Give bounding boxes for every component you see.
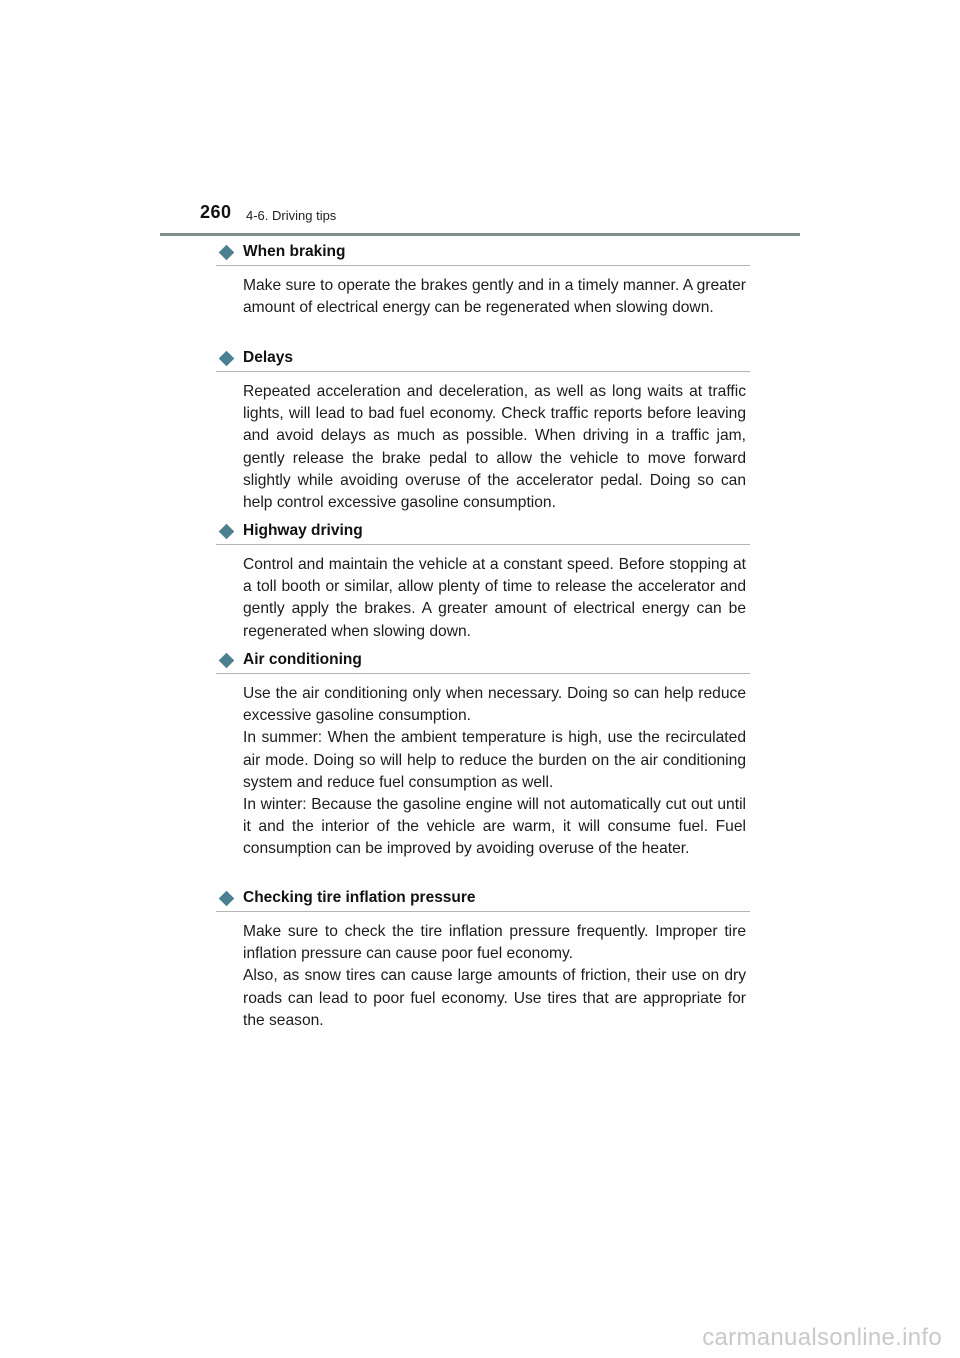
section-body <box>243 921 746 1032</box>
body-paragraph: Repeated acceleration and deceleration, as well as long waits at traffic lights, will lead to bad fuel economy. Check traffic reports before leaving and avoid delays as much as possible. When driving in a traffic jam, gently release the brake pedal to allow the vehicle to move forward slightly while avoiding overuse of the accelerator pedal. Doing so can help control excessive gasoline consumption. <box>243 383 746 512</box>
section-heading <box>216 347 750 372</box>
section-body <box>243 275 746 319</box>
body-paragraph: Make sure to check the tire inflation pressure frequently. Improper tire inflation pressure can cause poor fuel economy. <box>243 923 746 963</box>
watermark: carmanualsonline.info <box>702 1324 942 1351</box>
section-heading-label: Checking tire inflation pressure <box>243 889 476 906</box>
section-heading-label: Delays <box>243 349 293 366</box>
body-paragraph: In winter: Because the gasoline engine will not automatically cut out until it and the interior of the vehicle are warm, it will consume fuel. Fuel consumption can be improved by avoiding overuse of the heater. <box>243 796 746 858</box>
page-number: 260 <box>200 202 232 222</box>
section-heading <box>216 520 750 545</box>
section-body <box>243 381 746 514</box>
section-checking-tire-pressure <box>216 887 750 1032</box>
section-body <box>243 683 746 861</box>
diamond-bullet-icon <box>219 351 235 367</box>
body-paragraph: In summer: When the ambient temperature is high, use the recirculated air mode. Doing so will help to reduce the burden on the air conditioning system and reduce fuel consumption as well. <box>243 729 746 791</box>
section-delays <box>216 347 750 514</box>
section-body <box>243 554 746 643</box>
diamond-bullet-icon <box>219 524 235 540</box>
section-heading-label: When braking <box>243 243 346 260</box>
section-heading <box>216 887 750 912</box>
section-heading-label: Highway driving <box>243 522 363 539</box>
body-paragraph: Use the air conditioning only when necessary. Doing so can help reduce excessive gasoline consumption. <box>243 685 746 725</box>
diamond-bullet-icon <box>219 653 235 669</box>
section-title: 4-6. Driving tips <box>246 208 337 223</box>
section-heading <box>216 241 750 266</box>
diamond-bullet-icon <box>219 891 235 907</box>
body-paragraph: Also, as snow tires can cause large amounts of friction, their use on dry roads can lead to poor fuel economy. Use tires that are appropriate for the season. <box>243 967 746 1029</box>
body-paragraph: Make sure to operate the brakes gently and in a timely manner. A greater amount of electrical energy can be regenerated when slowing down. <box>243 277 746 317</box>
header-divider <box>160 233 800 236</box>
section-heading-label: Air conditioning <box>243 651 362 668</box>
section-heading <box>216 649 750 674</box>
section-when-braking <box>216 241 750 319</box>
section-air-conditioning <box>216 649 750 861</box>
diamond-bullet-icon <box>219 245 235 261</box>
section-highway-driving <box>216 520 750 643</box>
body-paragraph: Control and maintain the vehicle at a constant speed. Before stopping at a toll booth or similar, allow plenty of time to release the accelerator and gently apply the brakes. A greater amount of electrical energy can be regenerated when slowing down. <box>243 556 746 640</box>
